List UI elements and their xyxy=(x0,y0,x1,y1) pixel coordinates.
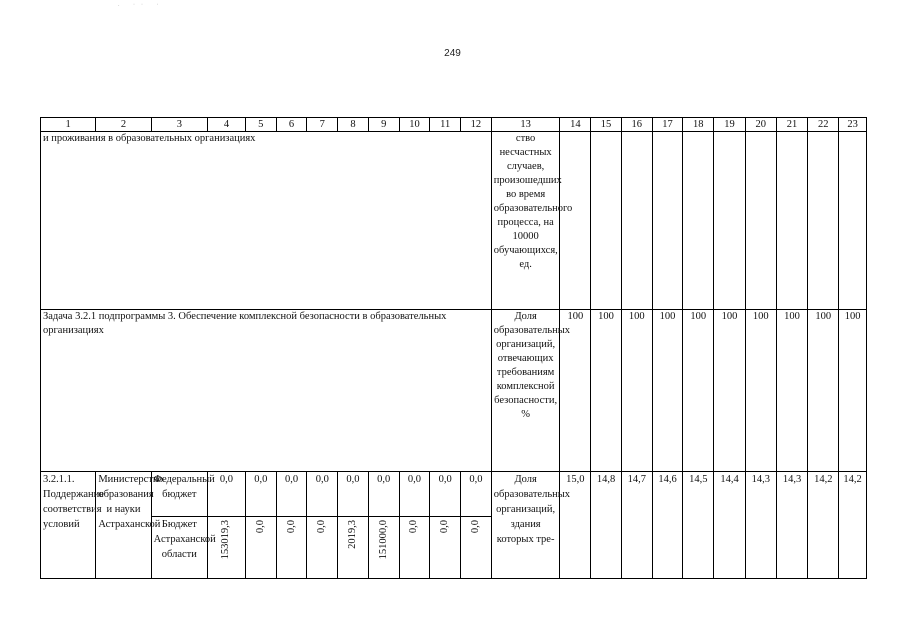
amount-text: 0,0 xyxy=(285,520,297,534)
value-cell xyxy=(776,132,808,310)
value-cell xyxy=(652,132,683,310)
col-header: 20 xyxy=(745,118,776,132)
indicator-cell: ство несчастных случаев, произошедших во время образовательного процесса, на 10000 обучающихся, ед. xyxy=(491,132,560,310)
value-cell: 14,3 xyxy=(745,472,776,579)
col-header: 14 xyxy=(560,118,591,132)
value-cell xyxy=(683,132,714,310)
amount-cell: 0,0 xyxy=(338,472,369,517)
table-row xyxy=(41,472,867,517)
amount-cell: 0,0 xyxy=(430,472,461,517)
value-cell xyxy=(560,132,591,310)
value-cell: 100 xyxy=(621,310,652,472)
amount-cell: 0,0 xyxy=(461,472,492,517)
table-row xyxy=(41,132,867,310)
amount-cell xyxy=(461,517,492,579)
task-title: и проживания в образовательных организациях xyxy=(41,132,492,310)
amount-text: 153019,3 xyxy=(220,520,232,560)
amount-text: 0,0 xyxy=(469,520,481,534)
col-header: 15 xyxy=(591,118,622,132)
value-cell: 14,5 xyxy=(683,472,714,579)
amount-text: 0,0 xyxy=(316,520,328,534)
col-header: 16 xyxy=(621,118,652,132)
value-cell: 15,0 xyxy=(560,472,591,579)
value-cell: 100 xyxy=(839,310,867,472)
col-header: 4 xyxy=(208,118,246,132)
amount-cell: 0,0 xyxy=(368,472,399,517)
col-header: 9 xyxy=(368,118,399,132)
col-header: 2 xyxy=(96,118,151,132)
col-header: 22 xyxy=(808,118,839,132)
value-cell: 100 xyxy=(714,310,746,472)
col-header: 17 xyxy=(652,118,683,132)
amount-cell xyxy=(368,517,399,579)
amount-cell xyxy=(245,517,276,579)
amount-cell: 0,0 xyxy=(276,472,307,517)
value-cell: 14,6 xyxy=(652,472,683,579)
amount-cell: 0,0 xyxy=(208,472,246,517)
amount-text: 0,0 xyxy=(439,520,451,534)
amount-text: 0,0 xyxy=(408,520,420,534)
value-cell xyxy=(808,132,839,310)
value-cell xyxy=(714,132,746,310)
value-cell: 14,3 xyxy=(776,472,808,579)
page-number: 249 xyxy=(444,48,461,59)
value-cell: 14,4 xyxy=(714,472,746,579)
value-cell: 100 xyxy=(776,310,808,472)
col-header: 10 xyxy=(399,118,430,132)
col-header: 18 xyxy=(683,118,714,132)
value-cell: 14,2 xyxy=(808,472,839,579)
value-cell: 100 xyxy=(745,310,776,472)
value-cell: 100 xyxy=(560,310,591,472)
amount-cell: 0,0 xyxy=(245,472,276,517)
value-cell: 100 xyxy=(683,310,714,472)
col-header: 13 xyxy=(491,118,560,132)
amount-cell xyxy=(276,517,307,579)
amount-cell: 0,0 xyxy=(307,472,338,517)
value-cell: 100 xyxy=(591,310,622,472)
header-row xyxy=(41,118,867,132)
funding-source-federal: Федеральный бюджет xyxy=(151,472,207,517)
amount-text: 2019,3 xyxy=(346,520,358,549)
funding-source-regional: Бюджет Астраханской области xyxy=(151,517,207,579)
amount-cell: 0,0 xyxy=(399,472,430,517)
value-cell: 100 xyxy=(808,310,839,472)
indicator-cell: Доля образовательных организаций, здания которых тре- xyxy=(491,472,560,579)
col-header: 11 xyxy=(430,118,461,132)
value-cell xyxy=(745,132,776,310)
scan-marks: . ·· · xyxy=(118,2,165,8)
col-header: 1 xyxy=(41,118,96,132)
value-cell xyxy=(839,132,867,310)
value-cell: 14,8 xyxy=(591,472,622,579)
col-header: 23 xyxy=(839,118,867,132)
amount-cell xyxy=(430,517,461,579)
amount-cell xyxy=(208,517,246,579)
amount-text: 0,0 xyxy=(254,520,266,534)
col-header: 21 xyxy=(776,118,808,132)
col-header: 3 xyxy=(151,118,207,132)
col-header: 5 xyxy=(245,118,276,132)
executor-cell: Министерство образования и науки Астраханской xyxy=(96,472,151,579)
amount-cell xyxy=(399,517,430,579)
value-cell: 14,2 xyxy=(839,472,867,579)
task-title: Задача 3.2.1 подпрограммы 3. Обеспечение комплексной безопасности в образовательных организациях xyxy=(41,310,492,472)
indicator-cell: Доля образовательных организаций, отвечающих требованиям комплексной безопасности, % xyxy=(491,310,560,472)
col-header: 12 xyxy=(461,118,492,132)
col-header: 19 xyxy=(714,118,746,132)
col-header: 7 xyxy=(307,118,338,132)
col-header: 6 xyxy=(276,118,307,132)
table-row xyxy=(41,310,867,472)
amount-text: 151000,0 xyxy=(377,520,389,560)
measure-code: 3.2.1.1. Поддержание соответствия условий xyxy=(41,472,96,579)
program-table xyxy=(40,117,867,579)
amount-cell xyxy=(307,517,338,579)
col-header: 8 xyxy=(338,118,369,132)
value-cell xyxy=(621,132,652,310)
amount-cell xyxy=(338,517,369,579)
value-cell xyxy=(591,132,622,310)
value-cell: 100 xyxy=(652,310,683,472)
value-cell: 14,7 xyxy=(621,472,652,579)
